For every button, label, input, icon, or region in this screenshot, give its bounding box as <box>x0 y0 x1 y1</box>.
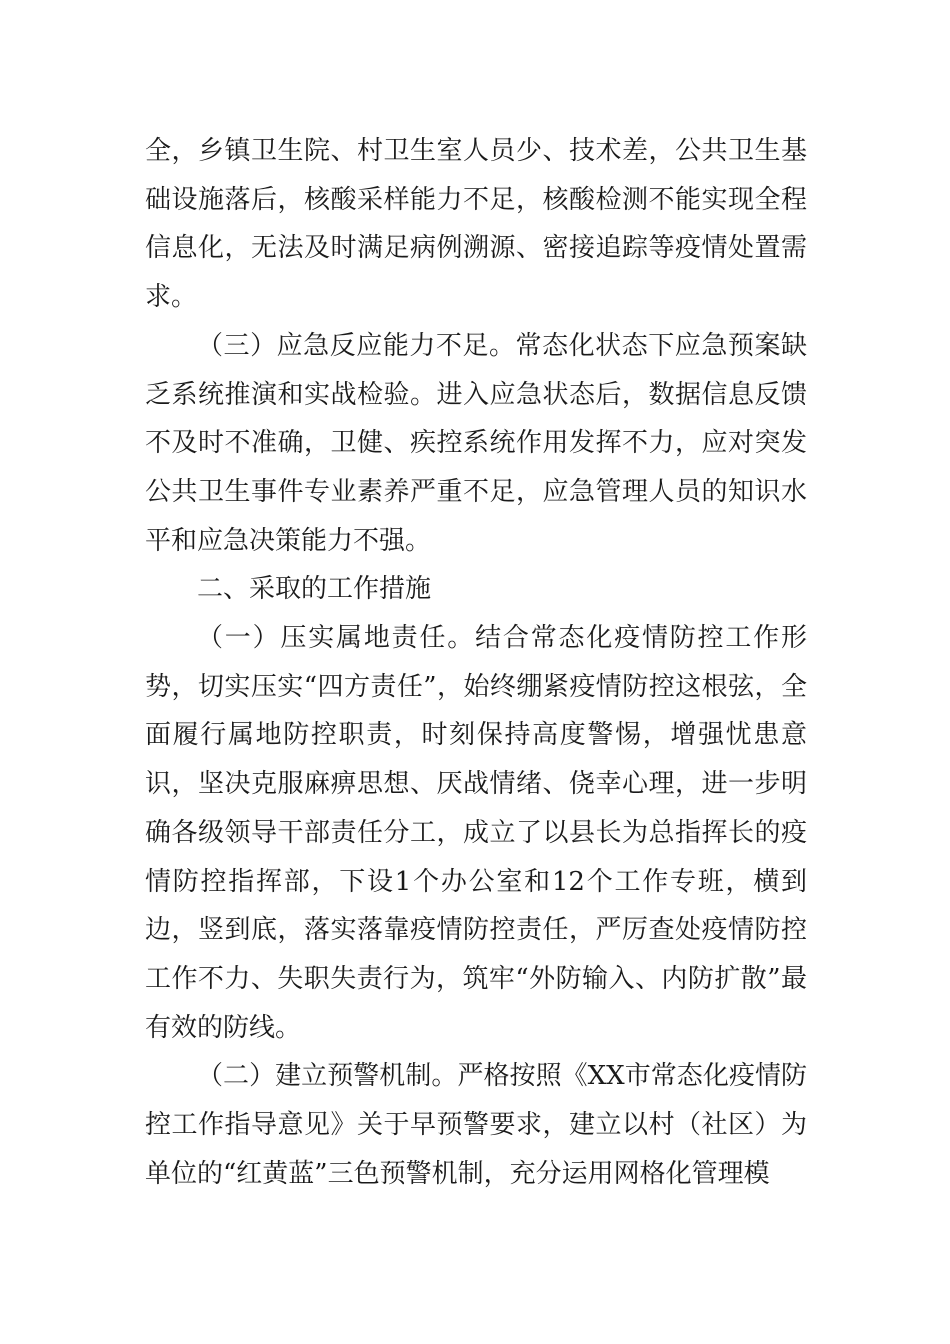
paragraph-continuation: 全，乡镇卫生院、村卫生室人员少、技术差，公共卫生基础设施落后，核酸采样能力不足，核酸检测不能实现全程信息化，无法及时满足病例溯源、密接追踪等疫情处置需求。 <box>145 136 807 313</box>
paragraph-warning-mechanism: （二）建立预警机制。严格按照《XX市常态化疫情防控工作指导意见》关于早预警要求，建立以村（社区）为单位的“红黄蓝”三色预警机制，充分运用网格化管理模 <box>145 1061 807 1189</box>
document-body <box>145 127 807 1198</box>
paragraph-territorial-responsibility: （一）压实属地责任。结合常态化疫情防控工作形势，切实压实“四方责任”，始终绷紧疫情防控这根弦，全面履行属地防控职责，时刻保持高度警惕，增强忧患意识，坚决克服麻痹思想、厌战情绪、侥幸心理，进一步明确各级领导干部责任分工，成立了以县长为总指挥长的疫情防控指挥部，下设1个办公室和12个工作专班，横到边，竖到底，落实落靠疫情防控责任，严厉查处疫情防控工作不力、失职失责行为，筑牢“外防输入、内防扩散”最有效的防线。 <box>145 623 807 1043</box>
section-heading-measures: 二、采取的工作措施 <box>197 574 432 605</box>
paragraph-emergency-response: （三）应急反应能力不足。常态化状态下应急预案缺乏系统推演和实战检验。进入应急状态后，数据信息反馈不及时不准确，卫健、疾控系统作用发挥不力，应对突发公共卫生事件专业素养严重不足，应急管理人员的知识水平和应急决策能力不强。 <box>145 330 807 556</box>
